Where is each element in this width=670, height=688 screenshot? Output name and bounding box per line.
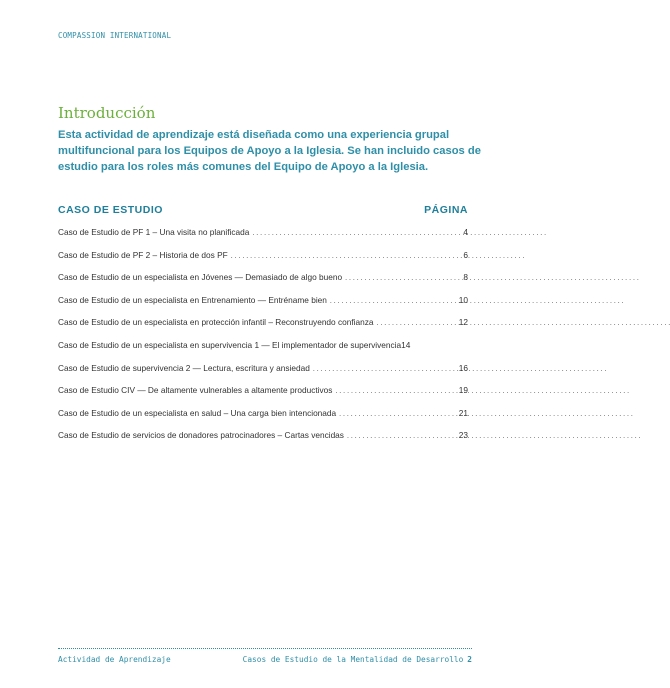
toc-entry-page: 6 [463,249,468,260]
toc-entry-page: 16 [458,362,468,373]
toc-entry-title: Caso de Estudio CIV — De altamente vulnerables a altamente productivos [58,385,333,396]
toc-entry-title: Caso de Estudio de un especialista en protección infantil – Reconstruyendo confianza [58,317,374,328]
footer-doc-title: Casos de Estudio de la Mentalidad de Desarrollo [242,655,464,664]
footer-divider [58,648,472,649]
intro-title: Introducción [58,104,156,122]
toc-entry[interactable] [58,408,468,431]
toc-leader [347,430,456,440]
footer-left: Actividad de Aprendizaje [58,655,171,664]
toc-leader [330,295,456,305]
toc-entry[interactable] [58,272,468,295]
intro-text: Esta actividad de aprendizaje está diseñada como una experiencia grupal multifuncional para los Equipos de Apoyo a la Iglesia. Se han incluido casos de estudio para los roles más comunes del Equipo de Apoyo a la Iglesia. [58,129,481,173]
toc-leader [335,385,455,395]
footer-right [243,655,472,664]
toc-entry[interactable] [58,430,468,453]
toc-col-case: CASO DE ESTUDIO [58,204,163,216]
toc-entry-page: 8 [463,272,468,283]
toc-leader [376,317,455,327]
toc-entry[interactable] [58,363,468,386]
toc-entry-page: 21 [458,407,468,418]
toc-leader [313,363,456,373]
toc-entry-page: 10 [458,294,468,305]
toc-leader [231,250,461,260]
toc-entry-page: 4 [463,227,468,237]
toc-header [58,204,468,216]
toc-entry-title: Caso de Estudio de un especialista en Entrenamiento — Entréname bien [58,294,327,305]
toc-entry[interactable] [58,295,468,318]
toc-col-page: PÁGINA [424,204,468,216]
toc-entry-title: Caso de Estudio de un especialista en salud – Una carga bien intencionada [58,407,337,418]
toc-entry-title: Caso de Estudio de supervivencia 2 — Lectura, escritura y ansiedad [58,362,310,373]
header-org: COMPASSION INTERNATIONAL [58,31,172,40]
toc-list [58,227,468,453]
toc-leader [345,272,460,282]
toc-entry[interactable] [58,250,468,273]
toc-entry-title: Caso de Estudio de PF 2 – Historia de dos PF [58,249,228,260]
toc-entry[interactable] [58,385,468,408]
toc-entry-title: Caso de Estudio de un especialista en supervivencia 1 — El implementador de supervivencia [58,339,402,350]
toc-entry-page: 12 [458,317,468,328]
footer-page-number: 2 [467,655,472,664]
toc-entry[interactable] [58,340,468,363]
toc-entry-page: 19 [458,385,468,396]
toc-entry[interactable] [58,317,468,340]
toc-entry-title: Caso de Estudio de servicios de donadores patrocinadores – Cartas vencidas [58,430,344,441]
toc-leader [252,227,460,237]
toc-entry-title: Caso de Estudio de PF 1 – Una visita no planificada [58,227,250,237]
toc-entry[interactable] [58,227,468,250]
toc-leader [339,408,456,418]
toc-entry-page: 14 [401,339,411,350]
toc-entry-page: 23 [458,430,468,441]
toc-entry-title: Caso de Estudio de un especialista en Jóvenes — Demasiado de algo bueno [58,272,343,283]
